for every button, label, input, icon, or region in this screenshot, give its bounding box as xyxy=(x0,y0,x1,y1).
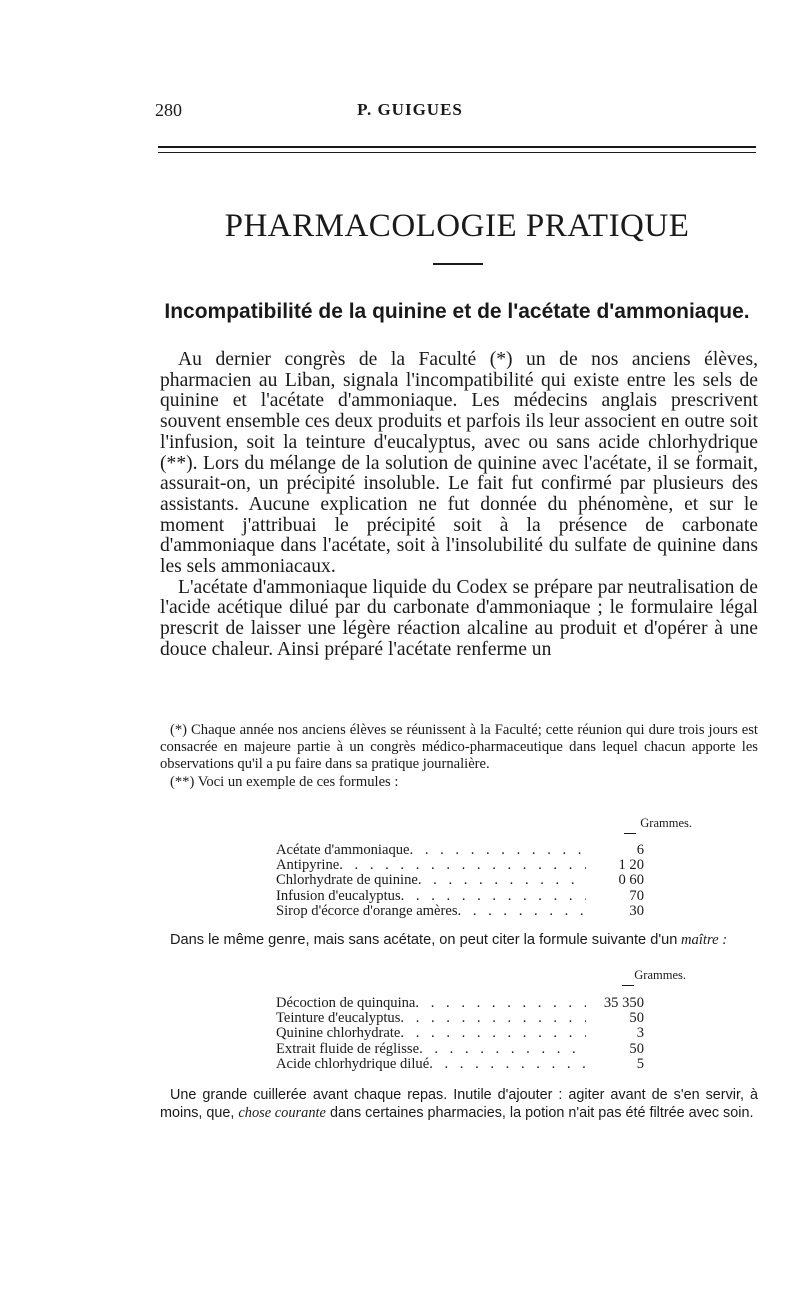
article-subtitle: Incompatibilité de la quinine et de l'acétate d'ammoniaque. xyxy=(164,300,750,323)
running-title: P. GUIGUES xyxy=(357,100,463,119)
formula-row: Acide chlorhydrique dilué . . . 5 xyxy=(276,1057,644,1072)
unit-dash-2 xyxy=(622,985,634,986)
formula-row: Extrait fluide de réglisse . . . 50 xyxy=(276,1042,644,1057)
formula-row: Infusion d'eucalyptus . . . 70 xyxy=(276,889,644,904)
title-divider xyxy=(433,263,483,265)
formula-row: Teinture d'eucalyptus . . . 50 xyxy=(276,1011,644,1026)
formula-table-1 xyxy=(276,843,644,919)
footnote-2-intro: (**) Voci un exemple de ces formules : xyxy=(170,773,399,790)
formula-row: Décoction de quinquina . . . 35 350 xyxy=(276,996,644,1011)
formula-row: Chlorhydrate de quinine . . . 0 60 xyxy=(276,873,644,888)
paragraph-2: L'acétate d'ammoniaque liquide du Codex se prépare par neutralisation de l'acide acétique dilué par du carbonate d'ammoniaque ; le formulaire légal prescrit de laisser une légère réaction alcaline au produit et d'opérer à une douce chaleur. Ainsi préparé l'acétate renferme un xyxy=(160,576,758,660)
article-title: PHARMACOLOGIE PRATIQUE xyxy=(224,208,690,244)
header-rule-top xyxy=(158,146,756,148)
paragraph-1: Au dernier congrès de la Faculté (*) un de nos anciens élèves, pharmacien au Liban, signala l'incompatibilité qui existe entre les sels de quinine et l'acétate d'ammoniaque. Les médecins anglais prescrivent souvent ensemble ces deux produits et parfois ils leur associent en outre soit l'infusion, soit la teinture d'eucalyptus, avec ou sans acide chlorhydrique (**). Lors du mélange de la solution de quinine avec l'acétate, il se formait, assurait-on, un précipité insoluble. Le fait fut confirmé par plusieurs des assistants. Aucune explication ne fut donnée du phénomène, et sur le moment j'attribuai le précipité soit à la présence de carbonate d'ammoniaque dans l'acétate, soit à l'insolubilité du sulfate de quinine dans les sels ammoniacaux. xyxy=(160,349,758,578)
unit-dash-1 xyxy=(624,833,636,834)
between-text-main: Dans le même genre, mais sans acétate, on peut citer la formule suivante d'un xyxy=(170,932,678,948)
closing-italic: chose courante xyxy=(238,1105,326,1121)
formula-row: Quinine chlorhydrate . . . 3 xyxy=(276,1026,644,1041)
between-text-italic: maître : xyxy=(681,932,728,948)
footnote-1 xyxy=(160,722,758,791)
unit-label-2: Grammes. xyxy=(634,968,686,982)
formula-row: Antipyrine . . . 1 20 xyxy=(276,858,644,873)
between-text xyxy=(160,932,758,949)
formula-table-2 xyxy=(276,996,644,1072)
formula-row: Sirop d'écorce d'orange amères . . . 30 xyxy=(276,904,644,919)
footnote-1-text: (*) Chaque année nos anciens élèves se réunissent à la Faculté; cette réunion qui dure trois jours est consacrée en majeure partie à un congrès médico-pharmaceutique dans lequel chacun apporte les observations qu'il a pu faire dans sa pratique journalière. xyxy=(160,722,758,773)
formula-row: Acétate d'ammoniaque . . . 6 xyxy=(276,843,644,858)
header-rule-bottom xyxy=(158,152,756,153)
unit-label-1: Grammes. xyxy=(640,816,692,830)
closing-text-b: dans certaines pharmacies, la potion n'ait pas été filtrée avec soin. xyxy=(329,1105,754,1121)
closing-text-a: Une grande cuillerée avant chaque repas. Inutile d'ajouter : agiter avant de s'en servir, à moins, que, xyxy=(160,1087,758,1121)
closing-note xyxy=(160,1086,758,1122)
page-number: 280 xyxy=(155,100,182,120)
article-body xyxy=(160,350,758,661)
